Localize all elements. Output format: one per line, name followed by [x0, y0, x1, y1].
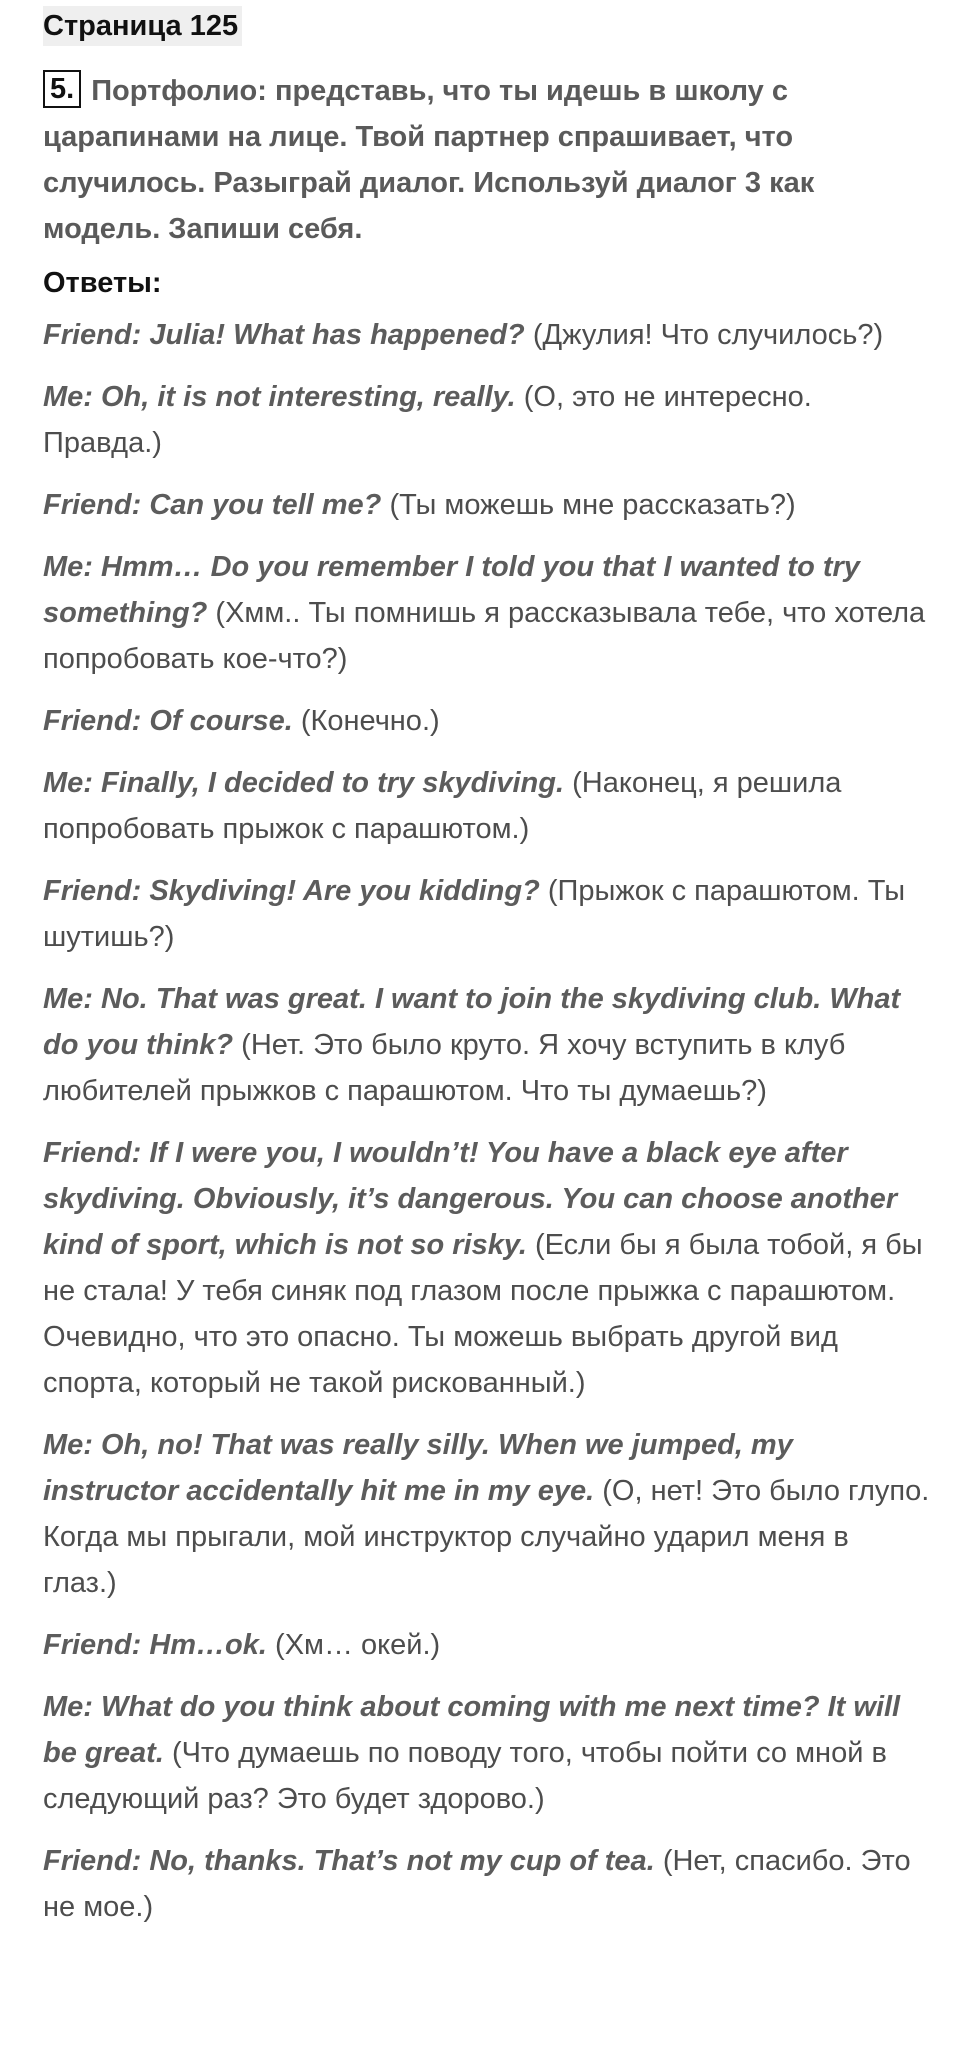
dialog-line — [43, 1422, 930, 1606]
answers-heading: Ответы: — [43, 267, 162, 299]
dialog-line-translation: (Прыжок с парашютом. Ты шутишь?) — [43, 875, 906, 953]
task-number: 5. — [43, 70, 81, 108]
dialog-line — [43, 868, 930, 960]
dialog-line — [43, 1130, 930, 1406]
dialog-line — [43, 1622, 930, 1668]
dialog-line — [43, 374, 930, 466]
dialog-line-english: Friend: Julia! What has happened? — [43, 319, 525, 351]
dialog-line-translation: (Нет, спасибо. Это не мое.) — [43, 1845, 911, 1923]
page-title: Страница 125 — [43, 6, 242, 46]
dialog-line-translation: (Если бы я была тобой, я бы не стала! У тебя синяк под глазом после прыжка с парашютом. Очевидно, что это опасно. Ты можешь выбрать другой вид спорта, который не такой рискованный.) — [43, 1229, 923, 1399]
dialog-line — [43, 1838, 930, 1930]
dialog-line-translation: (Нет. Это было круто. Я хочу вступить в клуб любителей прыжков с парашютом. Что ты думаешь?) — [43, 1029, 846, 1107]
dialog-line — [43, 760, 930, 852]
dialog-line — [43, 976, 930, 1114]
dialog-line-english: Friend: Skydiving! Are you kidding? — [43, 875, 540, 907]
dialog-line-english: Friend: No, thanks. That’s not my cup of tea. — [43, 1845, 655, 1877]
dialog-line-translation: (О, это не интересно. Правда.) — [43, 381, 812, 459]
dialog-line-translation: (Хм… окей.) — [275, 1629, 441, 1661]
dialog-line-english: Friend: If I were you, I wouldn’t! You have a black eye after skydiving. Obviously, it’s dangerous. You can choose another kind of sport, which is not so risky. — [43, 1137, 898, 1261]
dialog-line-english: Me: Hmm… Do you remember I told you that I wanted to try something? — [43, 551, 860, 629]
dialog-line-english: Me: No. That was great. I want to join the skydiving club. What do you think? — [43, 983, 901, 1061]
dialog-line-english: Me: Oh, it is not interesting, really. — [43, 381, 516, 413]
dialog-line-english: Friend: Can you tell me? — [43, 489, 382, 521]
task-instruction — [43, 68, 930, 252]
dialog-line — [43, 1684, 930, 1822]
dialog — [43, 312, 930, 1930]
dialog-line-translation: (Хмм.. Ты помнишь я рассказывала тебе, что хотела попробовать кое-что?) — [43, 597, 926, 675]
dialog-line-translation: (Ты можешь мне рассказать?) — [389, 489, 796, 521]
dialog-line-translation: (Джулия! Что случилось?) — [532, 319, 884, 351]
dialog-line-english: Friend: Of course. — [43, 705, 293, 737]
dialog-line — [43, 312, 930, 358]
dialog-line-translation: (О, нет! Это было глупо. Когда мы прыгали, мой инструктор случайно ударил меня в глаз.) — [43, 1475, 930, 1599]
dialog-line-translation: (Конечно.) — [300, 705, 440, 737]
dialog-line — [43, 482, 930, 528]
dialog-line — [43, 544, 930, 682]
dialog-line-translation: (Что думаешь по поводу того, чтобы пойти со мной в следующий раз? Это будет здорово.) — [43, 1737, 887, 1815]
dialog-line-english: Me: Finally, I decided to try skydiving. — [43, 767, 565, 799]
dialog-line-english: Friend: Hm…ok. — [43, 1629, 267, 1661]
dialog-line — [43, 698, 930, 744]
dialog-line-english: Me: What do you think about coming with me next time? It will be great. — [43, 1691, 901, 1769]
dialog-line-translation: (Наконец, я решила попробовать прыжок с парашютом.) — [43, 767, 842, 845]
dialog-line-english: Me: Oh, no! That was really silly. When we jumped, my instructor accidentally hit me in my eye. — [43, 1429, 793, 1507]
task-text: Портфолио: представь, что ты идешь в школу с царапинами на лице. Твой партнер спрашивает, что случилось. Разыграй диалог. Используй диалог 3 как модель. Запиши себя. — [43, 75, 815, 245]
